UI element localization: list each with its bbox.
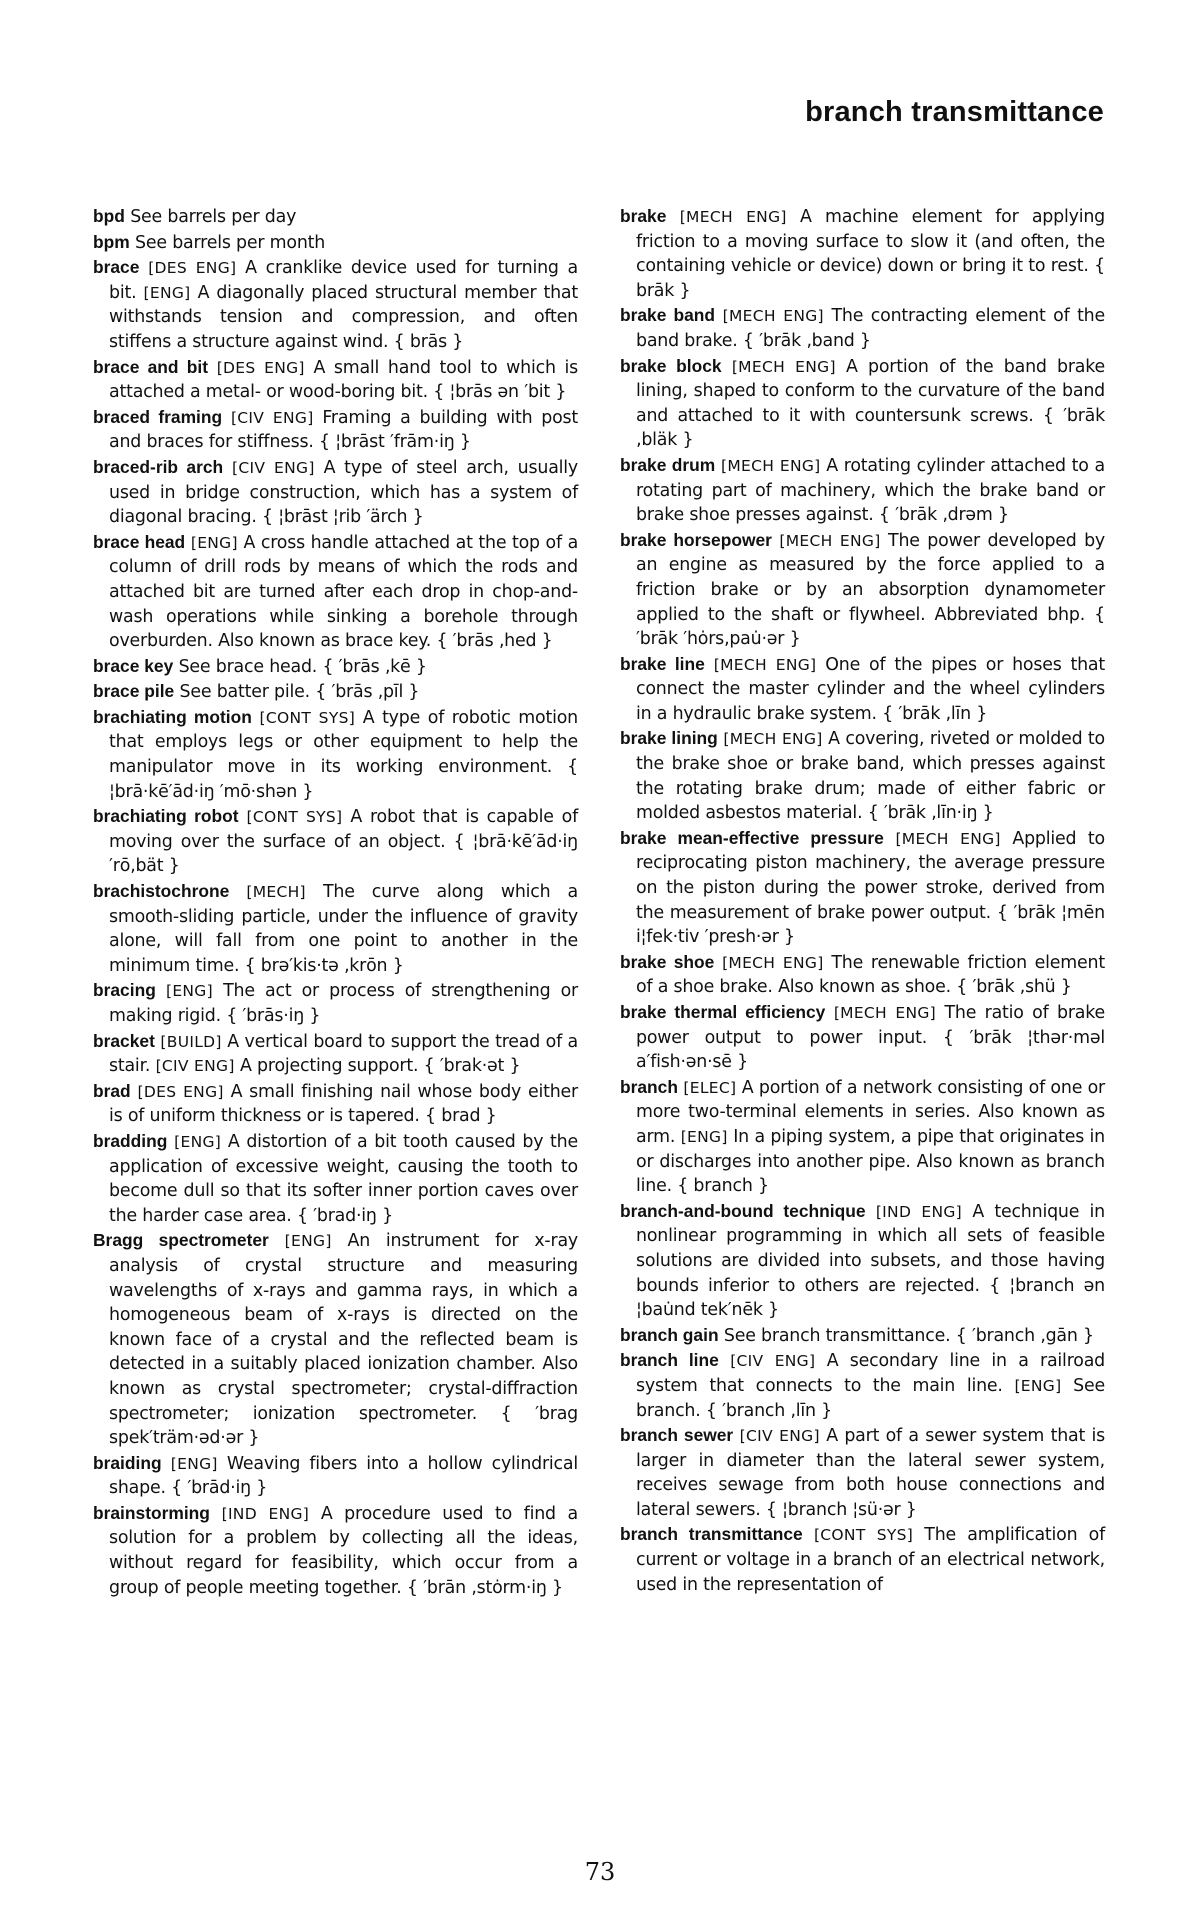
dictionary-entry xyxy=(620,826,1105,950)
field-label: [CONT SYS] xyxy=(246,808,343,827)
entry-headword: brake mean-effective pressure xyxy=(620,827,884,848)
entry-headword: bradding xyxy=(93,1130,168,1151)
entry-headword: brace xyxy=(93,257,140,278)
dictionary-entry xyxy=(620,453,1105,528)
dictionary-entry xyxy=(93,654,578,680)
field-label: [CONT SYS] xyxy=(259,708,356,727)
entry-headword: brake horsepower xyxy=(620,529,772,550)
entry-definition: [CIV ENG] Framing a building with post and braces for stiffness. { ¦brāst ′frām·iŋ } xyxy=(109,407,578,453)
entry-headword: brachistochrone xyxy=(93,881,230,902)
entry-headword: branch xyxy=(620,1076,678,1097)
dictionary-entry xyxy=(93,230,578,256)
entry-headword: brake xyxy=(620,206,667,226)
entry-headword: branch-and-bound technique xyxy=(620,1200,866,1221)
field-label: [ENG] xyxy=(143,283,191,302)
entry-definition: See barrels per month xyxy=(135,232,326,253)
entry-headword: brake drum xyxy=(620,454,716,475)
field-label: [ENG] xyxy=(190,533,238,552)
dictionary-entry xyxy=(93,1079,578,1129)
entry-headword: bpd xyxy=(93,206,125,226)
dictionary-entry xyxy=(93,1029,578,1079)
entry-definition: [IND ENG] A procedure used to find a solution for a problem by collecting all the ideas, without regard for feasibility, which occur from a group of people meeting together. { ′brān ‚stȯrm·iŋ } xyxy=(109,1503,578,1598)
field-label: [ENG] xyxy=(680,1127,728,1146)
field-label: [CIV ENG] xyxy=(155,1057,235,1076)
entry-definition: [DES ENG] A small hand tool to which is attached a metal- or wood-boring bit. { ¦brās ən ′bit } xyxy=(109,357,578,403)
entry-headword: braced-rib arch xyxy=(93,456,224,477)
dictionary-entry xyxy=(93,978,578,1028)
dictionary-entry xyxy=(93,804,578,879)
entry-definition: [MECH ENG] One of the pipes or hoses that connect the master cylinder and the wheel cylinders in a hydraulic brake system. { ′brāk ‚līn } xyxy=(636,654,1106,724)
dictionary-entry xyxy=(620,1323,1105,1349)
dictionary-entry xyxy=(620,726,1105,825)
guide-word: branch transmittance xyxy=(805,96,1104,128)
dictionary-entry xyxy=(620,354,1105,453)
entry-headword: brad xyxy=(93,1080,131,1101)
entry-definition: [MECH ENG] The power developed by an engine as measured by the force applied to a friction brake or by an absorption dynamometer applied to the shaft or flywheel. Abbreviated bhp. { ′brāk ′hȯrs‚pau̇·ər } xyxy=(636,530,1106,650)
dictionary-entry xyxy=(620,1075,1105,1199)
field-label: [MECH ENG] xyxy=(779,531,881,550)
entry-definition: See branch transmittance. { ′branch ‚gān } xyxy=(723,1325,1094,1346)
dictionary-entry xyxy=(620,1348,1105,1423)
dictionary-entry xyxy=(93,405,578,455)
page-number: 73 xyxy=(584,1858,616,1886)
field-label: [IND ENG] xyxy=(221,1504,310,1523)
entry-definition: [ENG] Weaving fibers into a hollow cylindrical shape. { ′brād·iŋ } xyxy=(109,1453,579,1499)
entry-headword: brainstorming xyxy=(93,1502,210,1523)
dictionary-entry xyxy=(620,950,1105,1000)
entry-definition: [ELEC] A portion of a network consisting of one or more two-terminal elements in series. Also known as arm. [ENG] In a piping system, a pipe that originates in or discharges into another pipe. Also known as branch line. { branch } xyxy=(636,1077,1106,1197)
field-label: [ENG] xyxy=(284,1232,332,1251)
entry-headword: brake line xyxy=(620,653,705,674)
dictionary-entry xyxy=(93,255,578,354)
dictionary-entry xyxy=(620,1000,1105,1075)
field-label: [ENG] xyxy=(165,982,213,1001)
entry-definition: [DES ENG] A cranklike device used for turning a bit. [ENG] A diagonally placed structural member that withstands tension and compression, and often stiffens a structure against wind. { brās } xyxy=(109,258,578,352)
entry-definition: [MECH ENG] The renewable friction element of a shoe brake. Also known as shoe. { ′brāk ‚shü } xyxy=(636,952,1105,998)
entry-definition: See barrels per day xyxy=(130,207,297,227)
dictionary-entry xyxy=(93,530,578,654)
entry-headword: branch gain xyxy=(620,1324,719,1345)
field-label: [DES ENG] xyxy=(137,1082,224,1101)
field-label: [ENG] xyxy=(174,1132,222,1151)
dictionary-entry xyxy=(620,204,1105,303)
entry-headword: brace head xyxy=(93,531,186,552)
entry-headword: brace key xyxy=(93,655,174,676)
field-label: [MECH ENG] xyxy=(895,829,1001,848)
field-label: [MECH ENG] xyxy=(723,730,823,749)
field-label: [IND ENG] xyxy=(875,1202,963,1221)
dictionary-entry xyxy=(93,1129,578,1228)
dictionary-entry xyxy=(620,1522,1105,1597)
right-column xyxy=(620,204,1105,1597)
field-label: [MECH ENG] xyxy=(713,655,817,674)
dictionary-entry xyxy=(620,1199,1105,1323)
field-label: [MECH] xyxy=(246,883,306,902)
entry-headword: branch transmittance xyxy=(620,1524,803,1545)
field-label: [MECH ENG] xyxy=(720,456,821,475)
entry-definition: [ENG] An instrument for x-ray analysis of crystal structure and measuring wavelengths of x-rays and gamma rays, in which a homogeneous beam of x-rays is directed on the known face of a crystal and the reflected beam is detected in a suitably placed ionization chamber. Also known as crystal spectrometer; crystal-diffraction spectrometer; ionization spectrometer. { ′brag spek′träm·əd·ər } xyxy=(109,1231,579,1449)
entry-headword: brace and bit xyxy=(93,356,208,377)
entry-headword: bracket xyxy=(93,1030,155,1051)
dictionary-entry xyxy=(93,679,578,705)
entry-headword: brace pile xyxy=(93,681,175,702)
dictionary-entry xyxy=(620,652,1105,727)
entry-definition: [CIV ENG] A type of steel arch, usually used in bridge construction, which has a system of diagonal bracing. { ¦brāst ¦rib ′ärch } xyxy=(109,457,579,528)
field-label: [MECH ENG] xyxy=(833,1004,936,1022)
dictionary-entry xyxy=(93,1501,578,1600)
entry-definition: See brace head. { ′brās ‚kē } xyxy=(178,656,427,677)
entry-definition: [IND ENG] A technique in nonlinear programming in which all sets of feasible solutions are divided into subsets, and those having bounds inferior to others are rejected. { ¦branch ən ¦bau̇nd tek′nēk } xyxy=(636,1201,1105,1321)
entry-headword: brake lining xyxy=(620,728,718,749)
entry-definition: [MECH ENG] The ratio of brake power output to power input. { ′brāk ¦thər·məl a′fish·ən·sē } xyxy=(636,1003,1105,1073)
dictionary-entry xyxy=(93,1228,578,1450)
field-label: [MECH ENG] xyxy=(731,357,836,376)
dictionary-entry xyxy=(620,303,1105,353)
field-label: [CIV ENG] xyxy=(730,1352,816,1371)
entry-definition: [MECH ENG] A rotating cylinder attached to a rotating part of machinery, which the brake band or brake shoe presses against. { ′brāk ‚drəm } xyxy=(636,455,1105,526)
dictionary-entry xyxy=(93,879,578,978)
field-label: [MECH ENG] xyxy=(722,953,824,972)
entry-definition: [CONT SYS] The amplification of current or voltage in a branch of an electrical network, used in the representation of xyxy=(636,1525,1106,1595)
entry-definition: See batter pile. { ′brās ‚pīl } xyxy=(179,682,420,703)
entry-definition: [CONT SYS] A type of robotic motion that employs legs or other equipment to help the manipulator move in its working environment. { ¦brā·kē′ād·iŋ ′mō·shən } xyxy=(109,707,578,802)
dictionary-entry xyxy=(93,204,578,230)
dictionary-entry xyxy=(93,705,578,804)
entry-definition: [CONT SYS] A robot that is capable of moving over the surface of an object. { ¦brā·kē′ād·iŋ ′rō‚bät } xyxy=(109,807,578,877)
entry-definition: [MECH ENG] The contracting element of the band brake. { ′brāk ‚band } xyxy=(636,306,1106,351)
dictionary-entry xyxy=(93,1451,578,1501)
entry-definition: [ENG] A cross handle attached at the top of a column of drill rods by means of which the rods and attached bit are turned after each drop in chop-and-wash operations while sinking a borehole through overburden. Also known as brace key. { ′brās ‚hed } xyxy=(109,532,579,652)
left-column xyxy=(93,204,578,1600)
entry-definition: [BUILD] A vertical board to support the tread of a stair. [CIV ENG] A projecting support. { ′brak·ət } xyxy=(109,1031,578,1077)
entry-definition: [MECH ENG] Applied to reciprocating piston machinery, the average pressure on the piston during the power stroke, derived from the measurement of brake power output. { ′brāk ¦mēn i¦fek·tiv ′presh·ər } xyxy=(636,828,1105,948)
dictionary-entry xyxy=(93,455,578,530)
field-label: [MECH ENG] xyxy=(722,307,824,326)
entry-headword: Bragg spectrometer xyxy=(93,1230,269,1251)
entry-headword: brachiating robot xyxy=(93,806,239,827)
dictionary-entry xyxy=(620,1423,1105,1522)
entry-definition: [MECH ENG] A covering, riveted or molded to the brake shoe or brake band, which presses against the rotating brake drum; made of either fabric or molded asbestos material. { ′brāk ‚līn·iŋ } xyxy=(636,729,1105,824)
entry-definition: [ENG] A distortion of a bit tooth caused by the application of excessive weight, causing the tooth to become dull so that its softer inner portion caves over the harder case area. { ′brad·iŋ } xyxy=(109,1131,578,1226)
entry-headword: branch sewer xyxy=(620,1425,734,1446)
entry-headword: braiding xyxy=(93,1452,162,1473)
dictionary-entry xyxy=(620,528,1105,652)
field-label: [MECH ENG] xyxy=(679,208,787,226)
entry-definition: [MECH ENG] A machine element for applying friction to a moving surface to slow it (and often, the containing vehicle or device) down or bring it to rest. { brāk } xyxy=(636,207,1105,301)
field-label: [DES ENG] xyxy=(216,358,305,377)
entry-headword: brake band xyxy=(620,305,716,326)
field-label: [BUILD] xyxy=(160,1032,222,1051)
dictionary-entry xyxy=(93,355,578,405)
field-label: [ENG] xyxy=(170,1454,218,1473)
entry-definition: [CIV ENG] A part of a sewer system that is larger in diameter than the lateral sewer system, receives sewage from both house connections and lateral sewers. { ¦branch ¦sü·ər } xyxy=(636,1426,1105,1520)
field-label: [CIV ENG] xyxy=(230,408,314,427)
field-label: [DES ENG] xyxy=(148,259,237,278)
entry-definition: [CIV ENG] A secondary line in a railroad system that connects to the main line. [ENG] See branch. { ′branch ‚līn } xyxy=(636,1351,1105,1421)
entry-headword: brake block xyxy=(620,355,722,376)
entry-definition: [ENG] The act or process of strengthening or making rigid. { ′brās·iŋ } xyxy=(109,981,579,1026)
entry-definition: [DES ENG] A small finishing nail whose body either is of uniform thickness or is tapered. { brad } xyxy=(109,1081,578,1127)
entry-headword: brachiating motion xyxy=(93,706,252,727)
field-label: [CONT SYS] xyxy=(813,1526,914,1545)
entry-headword: brake shoe xyxy=(620,951,715,972)
field-label: [CIV ENG] xyxy=(739,1427,820,1446)
entry-headword: bracing xyxy=(93,980,156,1001)
entry-headword: bpm xyxy=(93,231,130,252)
entry-definition: [MECH] The curve along which a smooth-sliding particle, under the influence of gravity alone, will fall from one point to another in the minimum time. { brə′kis·tə ‚krōn } xyxy=(109,882,579,976)
field-label: [ELEC] xyxy=(683,1078,737,1097)
entry-definition: [MECH ENG] A portion of the band brake lining, shaped to conform to the curvature of the band and attached to it with countersunk screws. { ′brāk ‚bläk } xyxy=(636,356,1105,451)
entry-headword: branch line xyxy=(620,1350,719,1371)
entry-headword: braced framing xyxy=(93,406,223,427)
field-label: [CIV ENG] xyxy=(232,458,315,477)
entry-headword: brake thermal efficiency xyxy=(620,1002,826,1022)
field-label: [ENG] xyxy=(1014,1376,1062,1395)
